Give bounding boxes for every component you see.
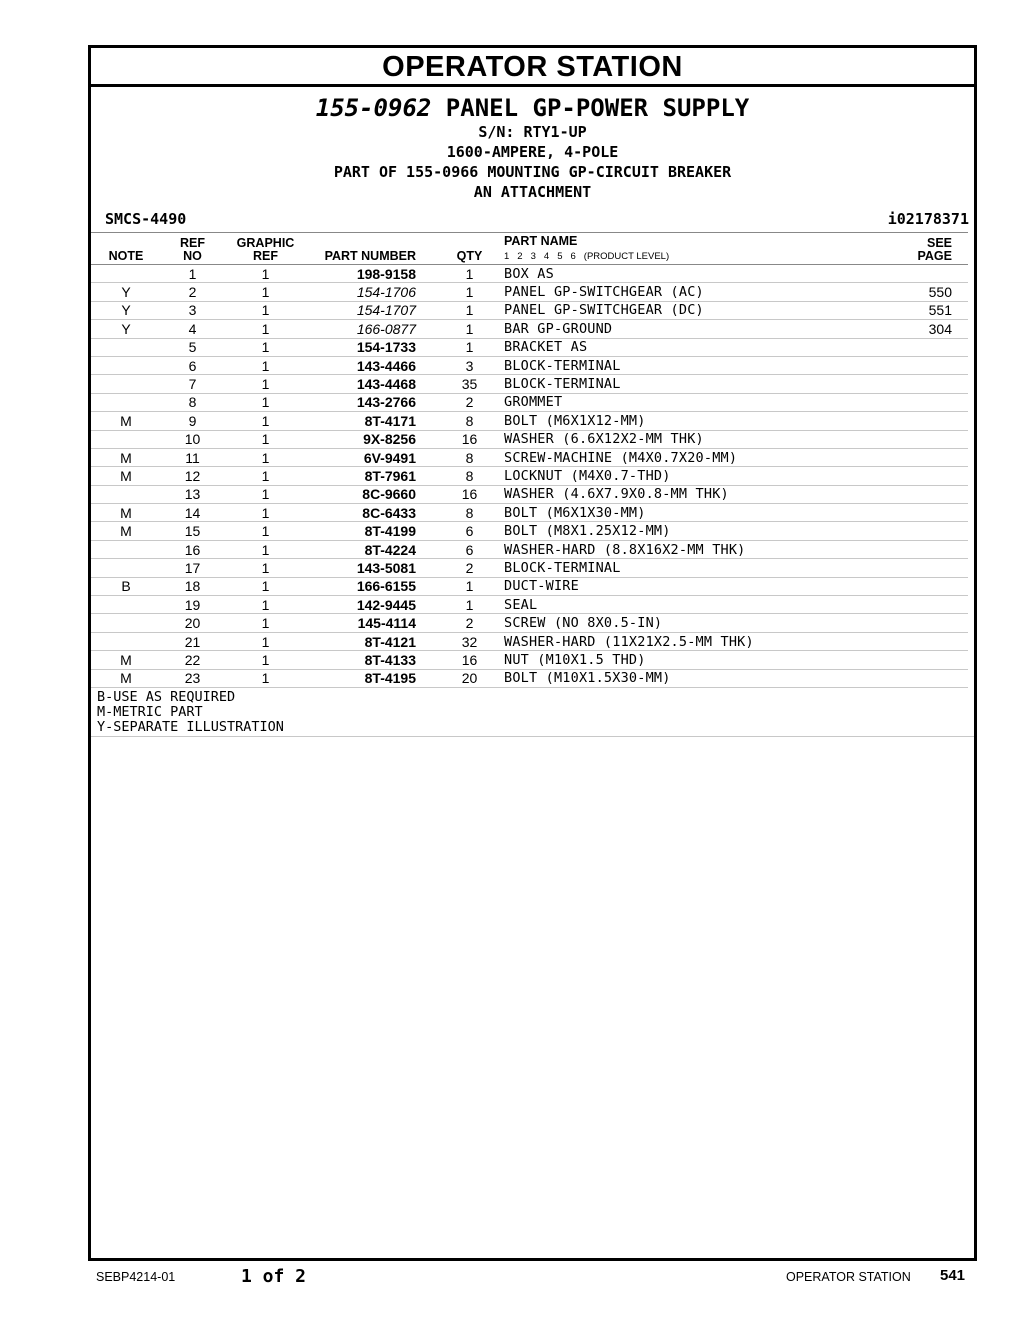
footer-page-of: 1 of 2 [241, 1266, 307, 1287]
part-number-cell: 8C-6433 [307, 504, 442, 522]
graphic-ref-cell: 1 [224, 651, 307, 669]
part-name-cell: GROMMET [497, 393, 895, 411]
ref-cell: 20 [161, 614, 224, 632]
footer-page-number: 541 [940, 1267, 966, 1284]
col-note-header: NOTE [91, 233, 161, 265]
see-page-cell [895, 338, 968, 356]
qty-cell: 8 [442, 467, 497, 485]
qty-cell: 35 [442, 375, 497, 393]
ref-cell: 19 [161, 596, 224, 614]
table-row [91, 522, 968, 540]
qty-cell: 1 [442, 265, 497, 283]
part-number-cell: 8T-4133 [307, 651, 442, 669]
part-name-cell: BRACKET AS [497, 338, 895, 356]
ref-cell: 16 [161, 540, 224, 558]
table-row [91, 375, 968, 393]
footer-doc-id: SEBP4214-01 [96, 1270, 176, 1284]
part-header [91, 94, 974, 202]
see-page-cell [895, 669, 968, 687]
part-number-cell: 143-2766 [307, 393, 442, 411]
ref-cell: 22 [161, 651, 224, 669]
table-row [91, 448, 968, 466]
part-number-cell: 166-0877 [307, 320, 442, 338]
see-page-cell [895, 632, 968, 650]
part-name-cell: BOLT (M6X1X30-MM) [497, 504, 895, 522]
note-b: B-USE AS REQUIRED [97, 688, 236, 705]
part-number-cell: 166-6155 [307, 577, 442, 595]
ref-cell: 21 [161, 632, 224, 650]
part-name-cell: LOCKNUT (M4X0.7-THD) [497, 467, 895, 485]
section-title: OPERATOR STATION [91, 48, 974, 87]
qty-cell: 2 [442, 393, 497, 411]
see-page-cell [895, 485, 968, 503]
parts-table [91, 232, 968, 688]
part-number-cell: 145-4114 [307, 614, 442, 632]
part-number-cell: 143-4466 [307, 356, 442, 374]
note-cell: M [91, 467, 161, 485]
qty-cell: 1 [442, 320, 497, 338]
graphic-ref-cell: 1 [224, 559, 307, 577]
part-number-cell: 142-9445 [307, 596, 442, 614]
smcs-row [91, 208, 974, 232]
graphic-ref-cell: 1 [224, 283, 307, 301]
graphic-ref-cell: 1 [224, 577, 307, 595]
product-levels: 1 2 3 4 5 6 (PRODUCT LEVEL) [504, 251, 670, 262]
part-name-cell: WASHER (6.6X12X2-MM THK) [497, 430, 895, 448]
heading-part-title: PANEL GP-POWER SUPPLY [445, 94, 750, 122]
part-number-cell: 6V-9491 [307, 448, 442, 466]
note-cell: M [91, 412, 161, 430]
qty-cell: 1 [442, 596, 497, 614]
ref-cell: 4 [161, 320, 224, 338]
graphic-ref-cell: 1 [224, 614, 307, 632]
note-cell [91, 375, 161, 393]
note-cell: Y [91, 283, 161, 301]
ref-cell: 17 [161, 559, 224, 577]
table-row [91, 614, 968, 632]
table-row [91, 467, 968, 485]
page-footer [0, 1266, 1020, 1290]
part-number-cell: 143-5081 [307, 559, 442, 577]
part-name-cell: DUCT-WIRE [497, 577, 895, 595]
graphic-ref-cell: 1 [224, 320, 307, 338]
table-row [91, 356, 968, 374]
part-name-cell: BLOCK-TERMINAL [497, 375, 895, 393]
parts-table-body [91, 265, 968, 688]
qty-cell: 8 [442, 412, 497, 430]
see-page-cell [895, 559, 968, 577]
part-number-cell: 154-1733 [307, 338, 442, 356]
see-page-cell [895, 651, 968, 669]
ref-cell: 14 [161, 504, 224, 522]
part-number-cell: 9X-8256 [307, 430, 442, 448]
col-graphic-header: GRAPHIC REF [224, 233, 307, 265]
note-cell: M [91, 522, 161, 540]
note-cell [91, 430, 161, 448]
ref-cell: 1 [161, 265, 224, 283]
note-cell [91, 393, 161, 411]
col-part-number-header: PART NUMBER [307, 233, 442, 265]
note-cell [91, 614, 161, 632]
table-row [91, 596, 968, 614]
see-page-cell [895, 540, 968, 558]
graphic-ref-cell: 1 [224, 301, 307, 319]
note-y: Y-SEPARATE ILLUSTRATION [97, 718, 284, 735]
part-number-cell: 154-1707 [307, 301, 442, 319]
see-page-cell [895, 356, 968, 374]
see-page-cell [895, 467, 968, 485]
col-ref-header: REF NO [161, 233, 224, 265]
col-part-name-header: PART NAME 1 2 3 4 5 6 (PRODUCT LEVEL) [497, 233, 895, 265]
table-row [91, 283, 968, 301]
part-number-cell: 8T-4171 [307, 412, 442, 430]
part-number-cell: 8T-4224 [307, 540, 442, 558]
note-cell [91, 632, 161, 650]
ref-cell: 3 [161, 301, 224, 319]
see-page-cell [895, 614, 968, 632]
illustration-id: i02178371 [887, 210, 969, 228]
part-number-cell: 8T-4199 [307, 522, 442, 540]
part-name-cell: NUT (M10X1.5 THD) [497, 651, 895, 669]
see-page-cell [895, 522, 968, 540]
ref-cell: 5 [161, 338, 224, 356]
note-cell [91, 596, 161, 614]
smcs-code: SMCS-4490 [105, 210, 187, 228]
see-page-cell [895, 375, 968, 393]
col-qty-header: QTY [442, 233, 497, 265]
ref-cell: 18 [161, 577, 224, 595]
table-row [91, 485, 968, 503]
table-row [91, 632, 968, 650]
note-cell: M [91, 669, 161, 687]
serial-number-line: S/N: RTY1-UP [478, 123, 587, 141]
qty-cell: 16 [442, 485, 497, 503]
graphic-ref-cell: 1 [224, 430, 307, 448]
table-row [91, 412, 968, 430]
qty-cell: 32 [442, 632, 497, 650]
ref-cell: 7 [161, 375, 224, 393]
table-row [91, 504, 968, 522]
qty-cell: 1 [442, 283, 497, 301]
attachment-line: AN ATTACHMENT [473, 183, 592, 201]
note-cell: Y [91, 301, 161, 319]
table-row [91, 669, 968, 687]
table-row [91, 338, 968, 356]
part-number-cell: 8T-4195 [307, 669, 442, 687]
graphic-ref-cell: 1 [224, 338, 307, 356]
graphic-ref-cell: 1 [224, 356, 307, 374]
rating-line: 1600-AMPERE, 4-POLE [446, 143, 619, 161]
part-name-cell: BLOCK-TERMINAL [497, 356, 895, 374]
see-page-cell [895, 577, 968, 595]
graphic-ref-cell: 1 [224, 504, 307, 522]
table-row [91, 559, 968, 577]
graphic-ref-cell: 1 [224, 485, 307, 503]
part-of-line: PART OF 155-0966 MOUNTING GP-CIRCUIT BREAKER [333, 163, 732, 181]
ref-cell: 23 [161, 669, 224, 687]
note-m: M-METRIC PART [97, 703, 203, 720]
note-cell: B [91, 577, 161, 595]
part-number-cell: 154-1706 [307, 283, 442, 301]
graphic-ref-cell: 1 [224, 467, 307, 485]
table-row [91, 301, 968, 319]
table-row [91, 393, 968, 411]
note-cell [91, 265, 161, 283]
note-cell [91, 540, 161, 558]
table-row [91, 540, 968, 558]
note-cell [91, 338, 161, 356]
table-row [91, 430, 968, 448]
see-page-cell [895, 504, 968, 522]
note-cell [91, 356, 161, 374]
part-name-cell: BOLT (M10X1.5X30-MM) [497, 669, 895, 687]
heading-part-number: 155-0962 [315, 94, 432, 122]
part-name-cell: PANEL GP-SWITCHGEAR (AC) [497, 283, 895, 301]
part-number-cell: 8T-7961 [307, 467, 442, 485]
see-page-cell [895, 393, 968, 411]
qty-cell: 3 [442, 356, 497, 374]
table-row [91, 651, 968, 669]
note-cell [91, 559, 161, 577]
qty-cell: 2 [442, 559, 497, 577]
qty-cell: 16 [442, 430, 497, 448]
note-cell: Y [91, 320, 161, 338]
part-name-cell: BAR GP-GROUND [497, 320, 895, 338]
note-cell: M [91, 448, 161, 466]
part-number-cell: 8C-9660 [307, 485, 442, 503]
part-number-cell: 198-9158 [307, 265, 442, 283]
table-header-row [91, 233, 968, 265]
footer-section: OPERATOR STATION [786, 1270, 911, 1284]
part-name-cell: BOLT (M8X1.25X12-MM) [497, 522, 895, 540]
qty-cell: 2 [442, 614, 497, 632]
part-name-cell: BOX AS [497, 265, 895, 283]
table-row [91, 577, 968, 595]
parts-page-frame [88, 45, 977, 1261]
ref-cell: 9 [161, 412, 224, 430]
ref-cell: 11 [161, 448, 224, 466]
graphic-ref-cell: 1 [224, 540, 307, 558]
graphic-ref-cell: 1 [224, 632, 307, 650]
qty-cell: 1 [442, 577, 497, 595]
note-cell: M [91, 504, 161, 522]
graphic-ref-cell: 1 [224, 393, 307, 411]
qty-cell: 8 [442, 448, 497, 466]
part-name-cell: SCREW (NO 8X0.5-IN) [497, 614, 895, 632]
part-name-cell: BLOCK-TERMINAL [497, 559, 895, 577]
graphic-ref-cell: 1 [224, 448, 307, 466]
see-page-cell: 304 [895, 320, 968, 338]
part-name-cell: WASHER-HARD (8.8X16X2-MM THK) [497, 540, 895, 558]
graphic-ref-cell: 1 [224, 596, 307, 614]
ref-cell: 12 [161, 467, 224, 485]
see-page-cell [895, 265, 968, 283]
graphic-ref-cell: 1 [224, 265, 307, 283]
qty-cell: 6 [442, 540, 497, 558]
graphic-ref-cell: 1 [224, 375, 307, 393]
qty-cell: 6 [442, 522, 497, 540]
see-page-cell [895, 412, 968, 430]
see-page-cell: 551 [895, 301, 968, 319]
see-page-cell: 550 [895, 283, 968, 301]
part-name-cell: PANEL GP-SWITCHGEAR (DC) [497, 301, 895, 319]
graphic-ref-cell: 1 [224, 412, 307, 430]
note-cell: M [91, 651, 161, 669]
table-row [91, 320, 968, 338]
part-name-cell: BOLT (M6X1X12-MM) [497, 412, 895, 430]
ref-cell: 15 [161, 522, 224, 540]
graphic-ref-cell: 1 [224, 669, 307, 687]
ref-cell: 10 [161, 430, 224, 448]
qty-cell: 20 [442, 669, 497, 687]
qty-cell: 1 [442, 301, 497, 319]
ref-cell: 8 [161, 393, 224, 411]
note-cell [91, 485, 161, 503]
qty-cell: 16 [442, 651, 497, 669]
ref-cell: 13 [161, 485, 224, 503]
table-row [91, 265, 968, 283]
col-see-page-header: SEE PAGE [895, 233, 968, 265]
see-page-cell [895, 596, 968, 614]
part-name-cell: WASHER-HARD (11X21X2.5-MM THK) [497, 632, 895, 650]
ref-cell: 2 [161, 283, 224, 301]
qty-cell: 8 [442, 504, 497, 522]
notes-legend [91, 688, 974, 737]
part-heading [91, 94, 974, 122]
qty-cell: 1 [442, 338, 497, 356]
part-number-cell: 8T-4121 [307, 632, 442, 650]
see-page-cell [895, 448, 968, 466]
part-name-cell: WASHER (4.6X7.9X0.8-MM THK) [497, 485, 895, 503]
part-name-cell: SCREW-MACHINE (M4X0.7X20-MM) [497, 448, 895, 466]
graphic-ref-cell: 1 [224, 522, 307, 540]
part-number-cell: 143-4468 [307, 375, 442, 393]
see-page-cell [895, 430, 968, 448]
ref-cell: 6 [161, 356, 224, 374]
part-name-cell: SEAL [497, 596, 895, 614]
